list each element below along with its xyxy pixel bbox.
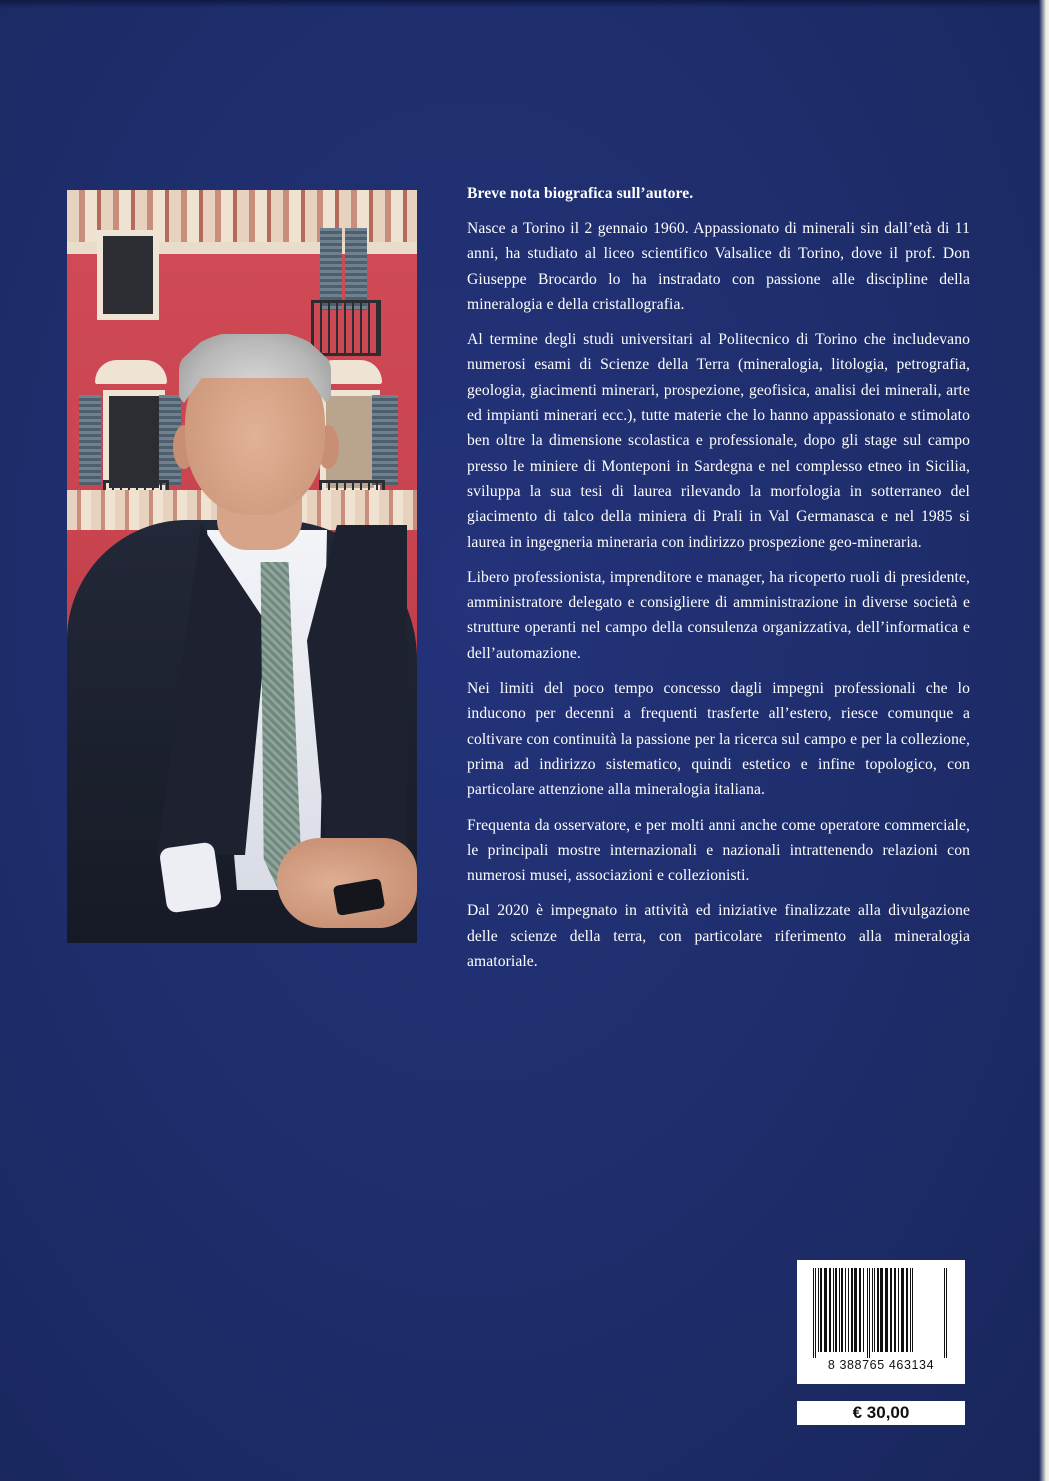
biography xyxy=(467,181,970,984)
barcode-bars xyxy=(811,1268,951,1358)
price-label: € 30,00 xyxy=(797,1401,965,1425)
barcode xyxy=(797,1260,965,1384)
cover-top-edge xyxy=(0,0,1049,8)
biography-paragraph: Nei limiti del poco tempo concesso dagli impegni professionali che lo inducono per decenni a frequenti trasferte all’estero, riesce comunque a coltivare con continuità la passione per la ricerca sul campo e per la collezione, prima ad indirizzo sistematico, quindi estetico e infine topologico, con particolare attenzione alla mineralogia italiana. xyxy=(467,680,970,799)
biography-title: Breve nota biografica sull’autore. xyxy=(467,185,694,202)
author-photo xyxy=(67,190,417,943)
author-portrait xyxy=(67,190,417,943)
barcode-number: 8 388765 463134 xyxy=(827,1358,935,1372)
page-edge xyxy=(1039,0,1049,1481)
biography-paragraph: Al termine degli studi universitari al Politecnico di Torino che includevano numerosi esami di Scienze della Terra (mineralogia, litologia, petrografia, geologia, giacimenti minerari, prospezione, geofisica, analisi dei minerali, arte ed impianti minerari ecc.), tutte materie che lo hanno appassionato e stimolato ben oltre la dimensione scolastica e professionale, dopo gli stage sul campo presso le miniere di Monteponi in Sardegna e nel complesso etneo in Sicilia, sviluppa la sua tesi di laurea rilevando la morfologia in sotterraneo del giacimento di talco della miniera di Prali in Val Germanasca e nel 1985 si laurea in ingegneria mineraria con indirizzo prospezione geo-mineraria. xyxy=(467,331,970,551)
biography-paragraph: Frequenta da osservatore, e per molti anni anche come operatore commerciale, le principali mostre internazionali e nazionali intrattenendo relazioni con numerosi musei, associazioni e collezionisti. xyxy=(467,816,970,885)
biography-paragraph: Libero professionista, imprenditore e manager, ha ricoperto ruoli di presidente, amministratore delegato e consigliere di amministrazione in diverse società e strutture operanti nel campo della consulenza organizzativa, dell’informatica e dell’automazione. xyxy=(467,568,970,662)
biography-paragraph: Nasce a Torino il 2 gennaio 1960. Appassionato di minerali sin dall’età di 11 anni, ha studiato al liceo scientifico Valsalice di Torino, dove il prof. Don Giuseppe Brocardo lo ha instradato con passione alle discipline della mineralogia e della cristallografia. xyxy=(467,220,970,313)
biography-paragraph: Dal 2020 è impegnato in attività ed iniziative finalizzate alla divulgazione delle scienze della terra, con particolare riferimento alla mineralogia amatoriale. xyxy=(467,902,970,971)
shirt-cuff xyxy=(159,841,223,913)
